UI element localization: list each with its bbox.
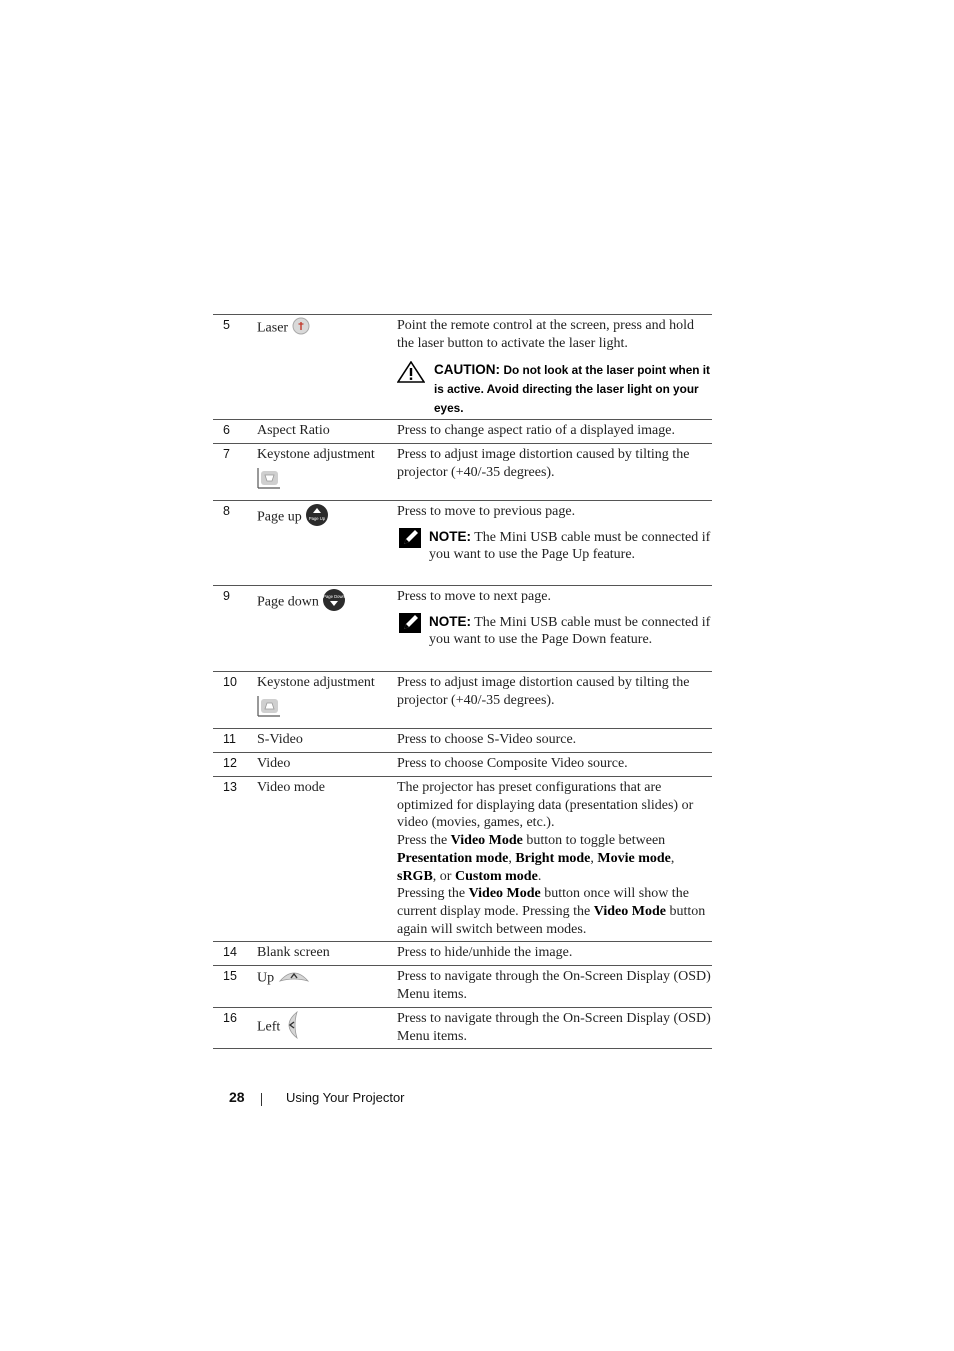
laser-button-icon (292, 317, 310, 340)
feature-label: Keystone adjustment (257, 447, 375, 462)
feature-name: Video (257, 756, 291, 771)
table-row (213, 729, 712, 753)
page-up-icon-label: Page Up (309, 516, 326, 521)
feature-description: Press to adjust image distortion caused by tilting the projector (+40/-35 degrees). (397, 447, 690, 480)
feature-description (397, 588, 711, 649)
note-box (397, 528, 711, 564)
description-text: Press to move to next page. (397, 589, 551, 604)
table-row (213, 315, 712, 420)
row-number: 14 (223, 945, 237, 959)
feature-description (397, 503, 711, 564)
note-label: NOTE: (429, 528, 471, 544)
row-number: 7 (223, 447, 230, 461)
table-row (213, 444, 712, 501)
caution-text: Do not look at the laser point when it is active. Avoid directing the laser light on your eyes. (434, 363, 710, 415)
description-paragraph-3: Pressing the Video Mode button once will show the current display mode. Pressing the Video Mode button again will switch between modes. (397, 886, 706, 937)
footer-divider (261, 1093, 262, 1106)
caution-box (397, 361, 711, 417)
feature-description: Press to navigate through the On-Screen Display (OSD) Menu items. (397, 1011, 711, 1044)
row-number: 11 (223, 732, 236, 746)
table-row (213, 672, 712, 729)
feature-label: Page up (257, 509, 302, 525)
row-number: 6 (223, 423, 230, 437)
row-number: 16 (223, 1011, 237, 1025)
feature-name (257, 446, 392, 494)
page-up-button-icon (305, 503, 329, 532)
feature-description (397, 317, 711, 418)
feature-name: S-Video (257, 732, 303, 747)
feature-description: Press to hide/unhide the image. (397, 945, 573, 960)
feature-description (397, 779, 711, 938)
description-paragraph-1: The projector has preset configurations that are optimized for displaying data (presentation slides) or video (movies, games, etc.). (397, 780, 694, 831)
feature-label: Up (257, 970, 275, 986)
table-row (213, 753, 712, 777)
feature-name (257, 674, 392, 722)
table-row (213, 942, 712, 966)
feature-label: Page down (257, 594, 319, 610)
feature-description: Press to navigate through the On-Screen Display (OSD) Menu items. (397, 969, 711, 1002)
section-title: Using Your Projector (286, 1090, 405, 1105)
caution-warning-icon (397, 361, 425, 389)
row-number: 10 (223, 675, 237, 689)
keystone-button-icon (257, 695, 281, 722)
page-down-button-icon (322, 588, 346, 617)
note-label: NOTE: (429, 613, 471, 629)
note-text: The Mini USB cable must be connected if you want to use the Page Up feature. (429, 529, 711, 563)
feature-label: Keystone adjustment (257, 675, 375, 690)
table-row (213, 1008, 712, 1049)
page-down-icon-label: Page Down (323, 594, 346, 599)
feature-table (213, 314, 712, 1049)
keystone-button-icon (257, 467, 281, 494)
table-row (213, 501, 712, 586)
feature-name: Video mode (257, 780, 325, 795)
row-number: 5 (223, 318, 230, 332)
feature-label: Laser (257, 320, 289, 336)
feature-name: Aspect Ratio (257, 423, 330, 438)
up-arrow-button-icon (278, 968, 310, 989)
table-row (213, 966, 712, 1008)
note-pencil-icon (399, 613, 421, 639)
row-number: 15 (223, 969, 237, 983)
feature-description: Press to choose S-Video source. (397, 732, 577, 747)
description-paragraph-2: Press the Video Mode button to toggle between Presentation mode, Bright mode, Movie mode, sRGB, or Custom mode. (397, 833, 675, 884)
feature-description: Press to change aspect ratio of a displayed image. (397, 423, 675, 438)
row-number: 13 (223, 780, 237, 794)
note-pencil-icon (399, 528, 421, 554)
feature-description: Press to adjust image distortion caused by tilting the projector (+40/-35 degrees). (397, 675, 690, 708)
description-text: Press to move to previous page. (397, 504, 576, 519)
feature-name: Blank screen (257, 945, 330, 960)
description-text: Point the remote control at the screen, press and hold the laser button to activate the laser light. (397, 318, 695, 351)
note-box (397, 613, 711, 649)
table-row (213, 420, 712, 444)
row-number: 9 (223, 589, 230, 603)
table-row (213, 586, 712, 672)
left-arrow-button-icon (284, 1010, 300, 1045)
feature-name (257, 968, 392, 989)
row-number: 8 (223, 504, 230, 518)
feature-label: Left (257, 1019, 281, 1035)
note-text: The Mini USB cable must be connected if you want to use the Page Down feature. (429, 614, 711, 648)
caution-label: CAUTION: (434, 362, 500, 378)
table-row (213, 777, 712, 942)
feature-description: Press to choose Composite Video source. (397, 756, 628, 771)
feature-name (257, 317, 392, 340)
page-number: 28 (229, 1089, 245, 1105)
feature-name (257, 588, 392, 617)
row-number: 12 (223, 756, 237, 770)
feature-name (257, 503, 392, 532)
feature-name (257, 1010, 392, 1045)
